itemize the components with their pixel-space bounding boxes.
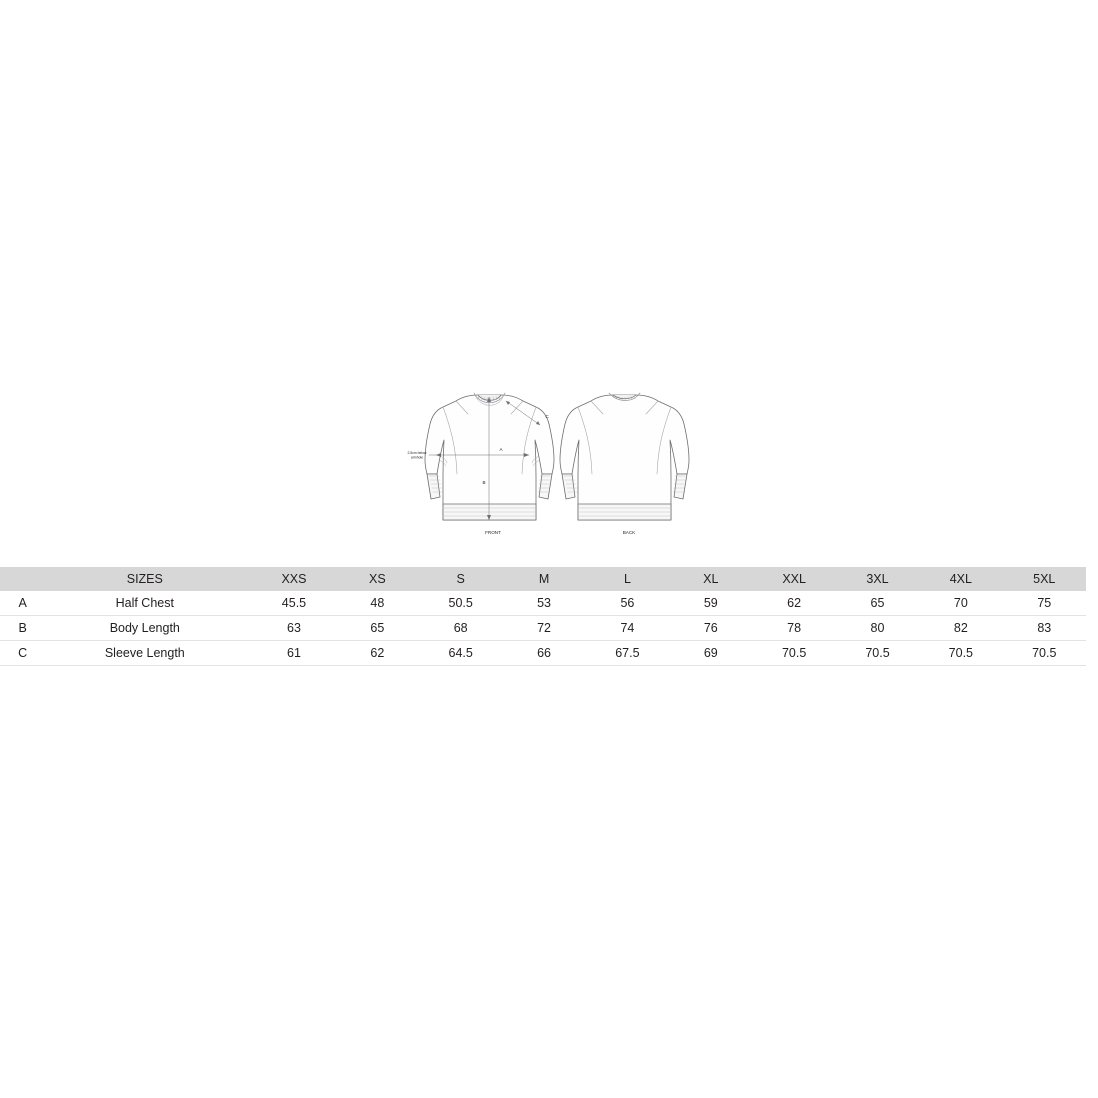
cell-value: 74 — [620, 621, 635, 635]
cell-value: 62 — [370, 646, 385, 660]
cell-value: 61 — [287, 646, 301, 660]
garment-drawing-svg — [0, 380, 1098, 545]
cell-value: 80 — [870, 621, 885, 635]
cell-value: 70.5 — [781, 646, 807, 660]
back-view-label: BACK — [622, 530, 636, 535]
cell-value: 62 — [787, 596, 802, 610]
header-size-s: S — [456, 572, 465, 586]
sleeve-length-measure-label: C — [545, 414, 549, 419]
cell-value: 75 — [1037, 596, 1052, 610]
cell-value: 45.5 — [281, 596, 307, 610]
table-row — [0, 616, 1086, 641]
header-size-xl: XL — [703, 572, 719, 586]
row-label: Sleeve Length — [104, 646, 185, 660]
cell-value: 65 — [370, 621, 385, 635]
cell-value: 67.5 — [615, 646, 640, 660]
header-size-m: M — [538, 572, 550, 586]
cell-value: 65 — [870, 596, 885, 610]
cell-value: 56 — [620, 596, 635, 610]
cell-value: 48 — [370, 596, 385, 610]
cell-value: 64.5 — [448, 646, 473, 660]
size-chart-table — [0, 567, 1086, 666]
size-chart-body — [0, 591, 1086, 666]
table-row — [0, 591, 1086, 616]
header-size-l: L — [623, 572, 631, 586]
cell-value: 50.5 — [448, 596, 473, 610]
size-chart — [0, 567, 1098, 666]
header-size-4xl: 4XL — [949, 572, 972, 586]
cell-value: 69 — [703, 646, 718, 660]
cell-value: 78 — [787, 621, 802, 635]
body-length-measure-label: B — [482, 480, 486, 485]
cell-value: 68 — [453, 621, 468, 635]
header-size-xxl: XXL — [782, 572, 806, 586]
table-header-row — [0, 567, 1086, 591]
cell-value: 70.5 — [1032, 646, 1057, 660]
cell-value: 66 — [537, 646, 551, 660]
front-view-illustration — [425, 393, 554, 520]
armhole-note-line1: 2.5cm below — [407, 451, 427, 455]
garment-technical-drawing — [0, 380, 1098, 545]
header-size-5xl: 5XL — [1033, 572, 1056, 586]
cell-value: 72 — [537, 621, 551, 635]
cell-value: 70.5 — [948, 646, 974, 660]
cell-value: 59 — [703, 596, 718, 610]
header-code — [0, 567, 37, 591]
row-label: Half Chest — [115, 596, 174, 610]
header-sizes: SIZES — [126, 572, 163, 586]
size-chart-header — [0, 567, 1086, 591]
row-label: Body Length — [109, 621, 180, 635]
header-size-xs: XS — [368, 572, 386, 586]
row-code: A — [18, 596, 27, 610]
cell-value: 82 — [953, 621, 968, 635]
armhole-note-line2: armhole — [410, 455, 424, 460]
back-view-illustration — [560, 393, 689, 520]
table-row — [0, 641, 1086, 666]
cell-value: 53 — [537, 596, 551, 610]
chest-measure-label: A — [499, 447, 503, 452]
header-size-xxs: XXS — [281, 572, 307, 586]
cell-value: 83 — [1037, 621, 1052, 635]
cell-value: 70 — [953, 596, 968, 610]
header-size-3xl: 3XL — [866, 572, 889, 586]
row-code: C — [18, 646, 28, 660]
cell-value: 70.5 — [865, 646, 890, 660]
cell-value: 76 — [703, 621, 718, 635]
cell-value: 63 — [287, 621, 301, 635]
row-code: B — [18, 621, 27, 635]
front-view-label: FRONT — [485, 530, 501, 535]
